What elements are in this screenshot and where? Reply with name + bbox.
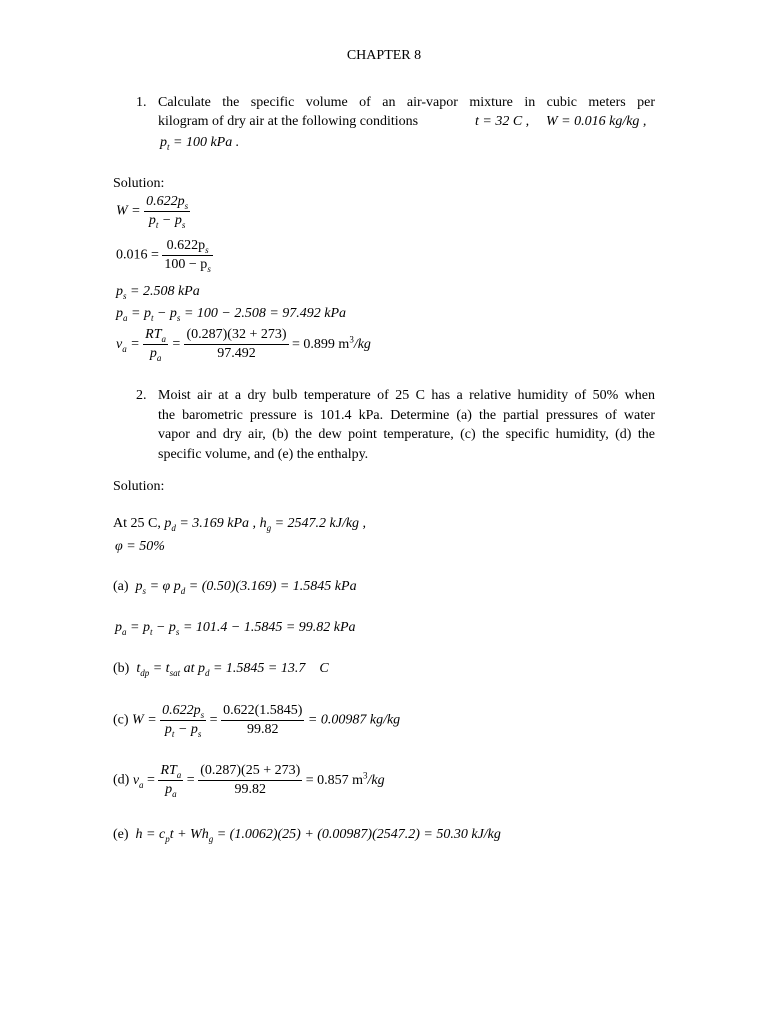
condition-w: W = 0.016 kg/kg , (546, 114, 647, 129)
sub: t (149, 626, 153, 637)
equation-ps (116, 283, 200, 301)
numerator (160, 702, 206, 721)
eq: = (171, 336, 181, 352)
sub: a (123, 312, 128, 323)
sub: s (207, 263, 211, 274)
sub: t (167, 141, 170, 152)
sub: sat (169, 667, 181, 678)
t: p (149, 346, 157, 361)
eq: = (186, 772, 195, 788)
chapter-title: CHAPTER 8 (346, 48, 422, 63)
t: p (116, 306, 123, 321)
t: at p (180, 661, 205, 676)
lhs (133, 773, 144, 788)
t: p (148, 213, 156, 228)
part-a (113, 578, 357, 596)
sub: s (197, 728, 202, 739)
lhs: W = (132, 712, 157, 728)
problem-2-number: 2. (136, 388, 147, 403)
t: = t (149, 661, 170, 676)
result (292, 334, 371, 352)
fraction (143, 326, 168, 363)
t: = 1.5845 = 13.7 (209, 661, 306, 676)
sub: s (184, 200, 189, 211)
equation-pa (116, 305, 346, 323)
eq: = (209, 712, 218, 728)
solution-2-label: Solution: (113, 479, 165, 494)
problem-1-line-2 (158, 113, 418, 131)
numerator (158, 762, 183, 781)
denominator: 99.82 (234, 782, 266, 797)
lhs: W = (116, 203, 141, 219)
t: = p (127, 306, 151, 321)
fraction (162, 237, 212, 274)
label: (e) (113, 827, 129, 842)
sub: d (180, 585, 186, 596)
t: − p (152, 620, 176, 635)
numerator: 0.622(1.5845) (221, 702, 304, 721)
fraction (160, 702, 206, 739)
sub: p (165, 833, 170, 844)
sub: s (205, 244, 209, 255)
part-d (113, 762, 385, 799)
part-a-pa (115, 619, 356, 637)
t: = p (126, 620, 150, 635)
numerator (162, 237, 212, 256)
eq: = (130, 336, 140, 352)
sub: d (171, 522, 176, 533)
result: = 0.00987 kg/kg (307, 712, 401, 728)
sub: s (123, 290, 127, 301)
equation-va (116, 326, 371, 363)
problem-2-line: specific volume, and (e) the enthalpy. (158, 446, 369, 462)
problem-2-text (158, 387, 655, 465)
t: = (0.50)(3.169) = 1.5845 kPa (185, 579, 357, 594)
sub: a (176, 769, 182, 780)
denominator: 99.82 (246, 722, 279, 737)
fraction-numeric (198, 762, 302, 799)
t: h = c (135, 827, 166, 842)
label: (c) (113, 712, 129, 728)
sup: 3 (363, 770, 368, 781)
t: t + Wh (169, 827, 209, 842)
t: /kg (367, 772, 385, 788)
label: (a) (113, 579, 129, 594)
t: p (135, 579, 143, 594)
t: 0.622p (166, 238, 206, 253)
t: p (165, 782, 173, 797)
sub: t (150, 312, 154, 323)
problem-2-line: Moist air at a dry bulb temperature of 25 C has a relative humidity of 50% when (158, 388, 655, 403)
t: p (115, 620, 122, 635)
sub: a (172, 788, 177, 799)
part-c (113, 702, 400, 739)
t: = 0.899 m (292, 336, 350, 352)
eq: = (147, 772, 155, 788)
label: (d) (113, 772, 130, 788)
lhs (116, 337, 127, 352)
numerator: (0.287)(32 + 273) (184, 326, 288, 345)
t: − p (153, 306, 177, 321)
denominator (160, 721, 206, 739)
denominator (143, 345, 168, 363)
sub: d (204, 667, 210, 678)
t: At 25 C, (113, 516, 161, 531)
t: RT (145, 327, 162, 342)
t: 0.622p (162, 703, 201, 718)
label: (b) (113, 661, 130, 676)
t: = 100 − 2.508 = 97.492 kPa (180, 306, 347, 321)
sub: s (181, 219, 186, 230)
sub: a (156, 352, 162, 363)
equation-w-value (116, 237, 213, 274)
t: p (164, 516, 172, 531)
t: h (259, 516, 267, 531)
numerator (144, 193, 190, 212)
t: = (1.0062)(25) + (0.00987)(2547.2) = 50.30 kJ/kg (213, 827, 501, 842)
t: − p (174, 722, 198, 737)
denominator: 97.492 (217, 346, 256, 361)
problem-2-line: vapor and dry air, (b) the dew point temperature, (c) the specific humidity, (d) the (158, 427, 655, 442)
t: 0.622p (146, 194, 185, 209)
lhs: 0.016 = (116, 247, 159, 263)
sub: a (139, 779, 144, 790)
sub: s (200, 709, 205, 720)
problem-1-line: kilogram of dry air at the following conditions (158, 114, 419, 129)
sub: s (176, 312, 181, 323)
t: p (164, 722, 172, 737)
result (305, 770, 385, 788)
fraction-numeric (221, 702, 304, 739)
solution-1-label: Solution: (113, 176, 165, 191)
problem-1-text (158, 94, 655, 114)
part-b (113, 660, 329, 678)
problem-2-line: the barometric pressure is 101.4 kPa. Determine (a) the partial pressures of water (158, 407, 655, 423)
t: p (116, 284, 123, 299)
sub: t (155, 219, 159, 230)
condition-p (160, 134, 239, 152)
fraction-numeric (184, 326, 288, 363)
t: = 2547.2 kJ/kg , (271, 516, 367, 531)
t: = 101.4 − 1.5845 = 99.82 kPa (179, 620, 356, 635)
condition-t: t = 32 C , (475, 114, 530, 129)
sub: a (122, 626, 127, 637)
sup: 3 (349, 334, 354, 345)
sub: g (266, 522, 272, 533)
value: = 100 kPa . (169, 135, 240, 150)
unit: C (319, 661, 329, 676)
t: = 3.169 kPa , (175, 516, 257, 531)
sub: t (171, 728, 175, 739)
sub: s (175, 626, 180, 637)
given-phi: φ = 50% (115, 539, 165, 554)
t: v (132, 772, 140, 788)
t: = 0.857 m (305, 772, 364, 788)
sub: dp (140, 667, 150, 678)
fraction (158, 762, 183, 799)
t: t (136, 661, 141, 676)
denominator (162, 256, 212, 274)
problem-1-number: 1. (136, 95, 147, 110)
problem-1-line: Calculate the specific volume of an air-vapor mixture in cubic meters per (158, 95, 655, 110)
sub: s (142, 585, 147, 596)
t: 100 − p (164, 257, 208, 272)
equation-w-ratio (116, 193, 190, 230)
var: p (160, 135, 167, 150)
t: = φ p (146, 579, 181, 594)
fraction (144, 193, 190, 230)
numerator (143, 326, 168, 345)
sub: a (122, 343, 127, 354)
denominator (158, 781, 183, 799)
part-e (113, 826, 501, 844)
denominator (144, 212, 190, 230)
sub: g (208, 833, 214, 844)
sub: a (161, 333, 167, 344)
numerator: (0.287)(25 + 273) (198, 762, 302, 781)
t: = 2.508 kPa (126, 284, 200, 299)
t: v (116, 336, 123, 352)
t: RT (160, 763, 177, 778)
given-values (113, 515, 366, 533)
t: − p (158, 213, 182, 228)
t: /kg (353, 336, 371, 352)
